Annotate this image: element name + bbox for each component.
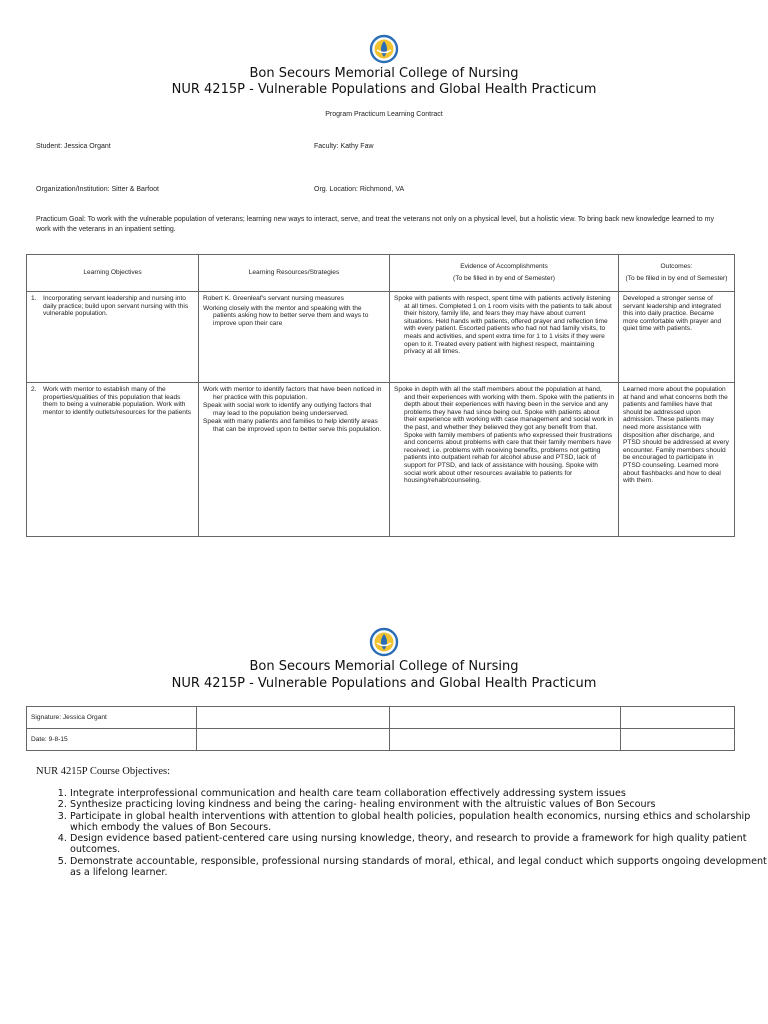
college-name: Bon Secours Memorial College of Nursing bbox=[249, 66, 519, 81]
empty-cell bbox=[390, 729, 621, 751]
outcome-cell bbox=[619, 292, 735, 383]
table-row bbox=[27, 292, 735, 383]
resource-item: Speak with many patients and families to help identify areas that can be improved upon to better serve this population. bbox=[203, 418, 382, 433]
organization-field: Organization/Institution: Sitter & Barfoot bbox=[36, 186, 159, 193]
objective-cell bbox=[27, 383, 199, 537]
signature-text: Signature: Jessica Organt bbox=[31, 713, 107, 721]
evidence-cell bbox=[390, 292, 619, 383]
objective-number: 2. bbox=[31, 386, 37, 393]
course-objectives-title: NUR 4215P Course Objectives: bbox=[36, 766, 171, 777]
list-item: 5. Demonstrate accountable, responsible, professional nursing standards of moral, ethical, and legal conduct which supports ongoing development as a lifelong learner. bbox=[70, 856, 768, 879]
course-title: NUR 4215P - Vulnerable Populations and Global Health Practicum bbox=[171, 676, 597, 691]
empty-cell bbox=[621, 707, 735, 729]
date-text: Date: 9-8-15 bbox=[31, 735, 68, 743]
contract-title: Program Practicum Learning Contract bbox=[325, 111, 443, 118]
resource-item: Work with mentor to identify factors that have been noticed in her practice with this population. bbox=[203, 386, 382, 401]
outcome-text: Learned more about the population at hand and what concerns both the patients and families have that should be addressed upon admission. These patients may need more assistance with disposition after discharge, and PTSD should be addressed at every encounter. Family members should be encouraged to participate in PTSD counseling. Learned more about flashbacks and how to deal with them. bbox=[623, 386, 729, 485]
signature-cell bbox=[27, 707, 197, 729]
resource-item: Speak with social work to identify any outlying factors that may lead to the population being underserved. bbox=[203, 402, 372, 417]
student-field: Student: Jessica Organt bbox=[36, 143, 111, 150]
objective-cell bbox=[27, 292, 199, 383]
practicum-goal: Practicum Goal: To work with the vulnerable population of veterans; learning new ways to interact, serve, and treat the veterans not only on a physical level, but a holistic view. To bring back new knowledge learned to my work with the veterans in an inpatient setting. bbox=[36, 216, 714, 233]
header-resources: Learning Resources/Strategies bbox=[199, 255, 390, 292]
signature-table bbox=[26, 706, 735, 751]
objective-text: Incorporating servant leadership and nursing into daily practice; build upon servant nursing with this vulnerable population. bbox=[43, 295, 189, 318]
header-outcomes-title: Outcomes: bbox=[660, 263, 693, 271]
empty-cell bbox=[197, 729, 390, 751]
faculty-field: Faculty: Kathy Faw bbox=[314, 143, 374, 150]
evidence-text: Spoke with patients with respect, spent time with patients actively listening at all times. Completed 1 on 1 room visits with the patients to talk about their history, family life, and fears they may have about current situations. Held hands with patients, offered prayer and reflection time with every patient. Escorted patients who had not had family visits, to meals and activities, and spent extra time for 1 to 1 visits if they were open to it. Treated every patient with highest respect, maintaining privacy at all times. bbox=[394, 295, 612, 356]
empty-cell bbox=[621, 729, 735, 751]
list-item: 1. Integrate interprofessional communication and health care team collaboration effectively addressing system issues bbox=[70, 788, 768, 799]
course-title: NUR 4215P - Vulnerable Populations and Global Health Practicum bbox=[171, 82, 597, 97]
header-outcomes bbox=[619, 255, 735, 292]
resource-item: Robert K. Greenleaf's servant nursing measures bbox=[203, 295, 344, 302]
course-objectives-list bbox=[36, 788, 768, 878]
college-name: Bon Secours Memorial College of Nursing bbox=[249, 659, 519, 674]
location-field: Org. Location: Richmond, VA bbox=[314, 186, 405, 193]
resources-cell bbox=[199, 383, 390, 537]
outcome-text: Developed a stronger sense of servant leadership and integrated this into daily practice. Became more comfortable with prayer and quiet time with patients. bbox=[623, 295, 722, 333]
empty-cell bbox=[197, 707, 390, 729]
college-logo-icon bbox=[369, 34, 399, 64]
resource-item: Working closely with the mentor and speaking with the patients asking how to better serve them and ways to improve upon their care bbox=[203, 304, 369, 327]
list-item: 3. Participate in global health interventions with attention to global health policies, population health economics, nursing ethics and scholarship which embody the values of Bon Secours. bbox=[70, 811, 768, 834]
empty-cell bbox=[390, 707, 621, 729]
header-evidence-title: Evidence of Accomplishments bbox=[460, 263, 548, 271]
resources-cell bbox=[199, 292, 390, 383]
outcome-cell bbox=[619, 383, 735, 537]
list-item: 4. Design evidence based patient-centered care using nursing knowledge, theory, and research to provide a framework for high quality patient outcomes. bbox=[70, 833, 768, 856]
evidence-cell bbox=[390, 383, 619, 537]
table-row bbox=[27, 383, 735, 537]
header-objectives: Learning Objectives bbox=[27, 255, 199, 292]
header-evidence bbox=[390, 255, 619, 292]
objective-text: Work with mentor to establish many of the properties/qualities of this population that leads them to being a vulnerable population. Work with mentor to identify outlets/resources for the patients bbox=[43, 386, 192, 416]
college-logo-icon bbox=[369, 627, 399, 657]
header-outcomes-sub: (To be filled in by end of Semester) bbox=[625, 275, 728, 282]
learning-contract-table bbox=[26, 254, 735, 537]
objective-number: 1. bbox=[31, 295, 37, 302]
date-cell bbox=[27, 729, 197, 751]
evidence-text: Spoke in depth with all the staff members about the population at hand, and their experiences with working with them. Spoke with the patients in depth about their experiences with having been in the service and any problems they have had since being out. Spoke with patients about their experience with working with case management and social work in the past, and whether they believed they got any benefit from that. Spoke with family members of patients who expressed their frustrations and concerns about problems with care that their family members have received; i.e. problems with receiving benefits, problems not getting patients into outpatient rehab for alcohol abuse and PTSD, lack of support for PTSD, and lack of assistance with housing. Spoke with social work about other resources available to patients for housing/rehab/counseling. bbox=[394, 386, 615, 485]
header-evidence-sub: (To be filled in by end of Semester) bbox=[453, 275, 555, 282]
list-item: 2. Synthesize practicing loving kindness and being the caring- healing environment with the altruistic values of Bon Secours bbox=[70, 799, 768, 810]
